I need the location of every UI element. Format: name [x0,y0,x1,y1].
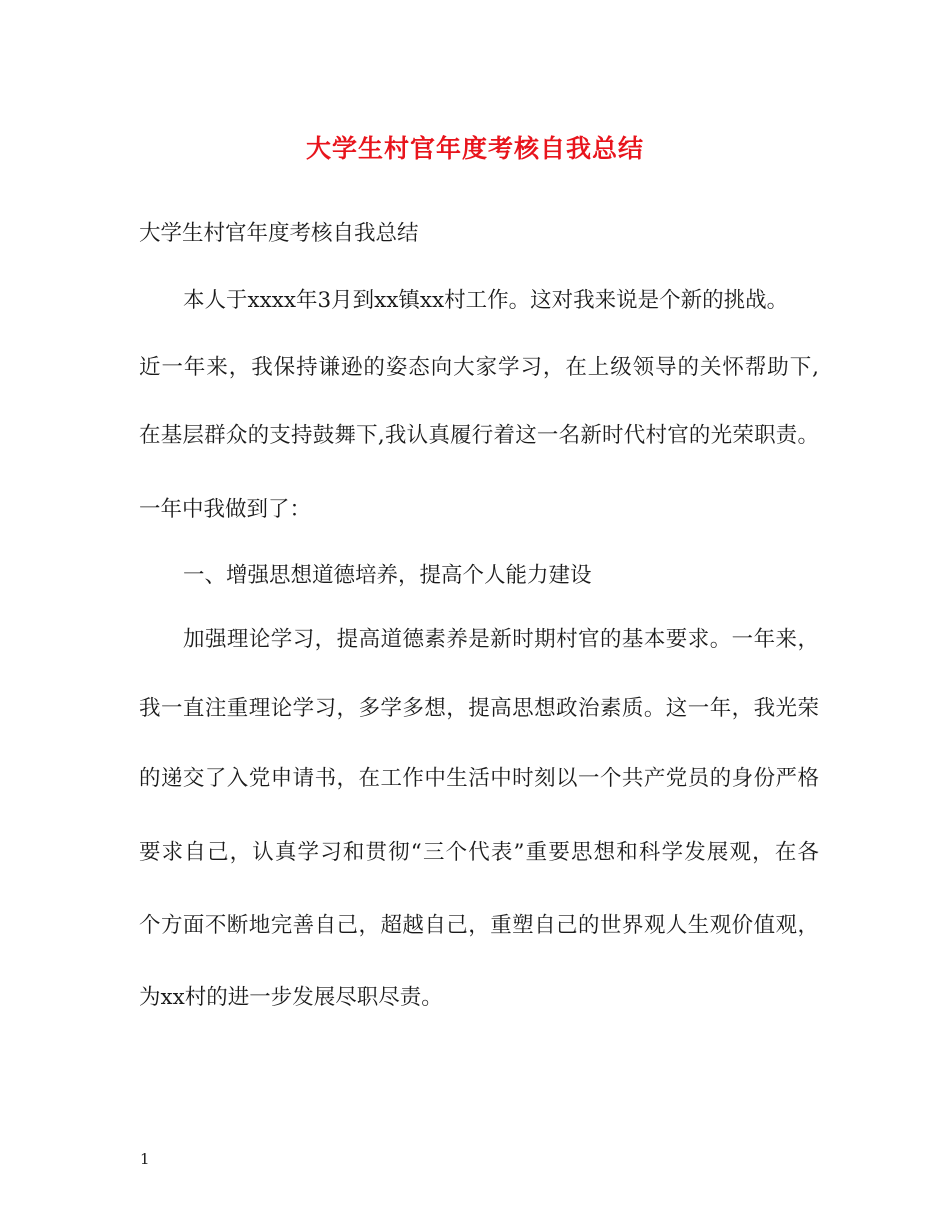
paragraph-line: 我一直注重理论学习，多学多想，提高思想政治素质。这一年，我光荣 [139,696,819,721]
paragraph-line: 本人于xxxx年3月到xx镇xx村工作。这对我来说是个新的挑战。 [183,288,789,313]
document-title: 大学生村官年度考核自我总结 [305,134,644,163]
paragraph-line: 近一年来，我保持谦逊的姿态向大家学习，在上级领导的关怀帮助下, [139,355,819,380]
paragraph-line: 一年中我做到了： [139,497,312,522]
paragraph-line: 个方面不断地完善自己，超越自己，重塑自己的世界观人生观价值观， [139,913,819,938]
subtitle-line: 大学生村官年度考核自我总结 [139,221,419,246]
section-heading: 一、增强思想道德培养，提高个人能力建设 [183,563,592,588]
paragraph-line: 加强理论学习，提高道德素养是新时期村官的基本要求。一年来， [183,627,819,652]
paragraph-line: 为xx村的进一步发展尽职尽责。 [139,985,443,1010]
page-number: 1 [140,1150,150,1168]
paragraph-line: 在基层群众的支持鼓舞下,我认真履行着这一名新时代村官的光荣职责。 [139,423,819,448]
paragraph-line: 的递交了入党申请书，在工作中生活中时刻以一个共产党员的身份严格 [139,766,819,791]
paragraph-line: 要求自己，认真学习和贯彻“三个代表”重要思想和科学发展观，在各 [139,840,819,865]
